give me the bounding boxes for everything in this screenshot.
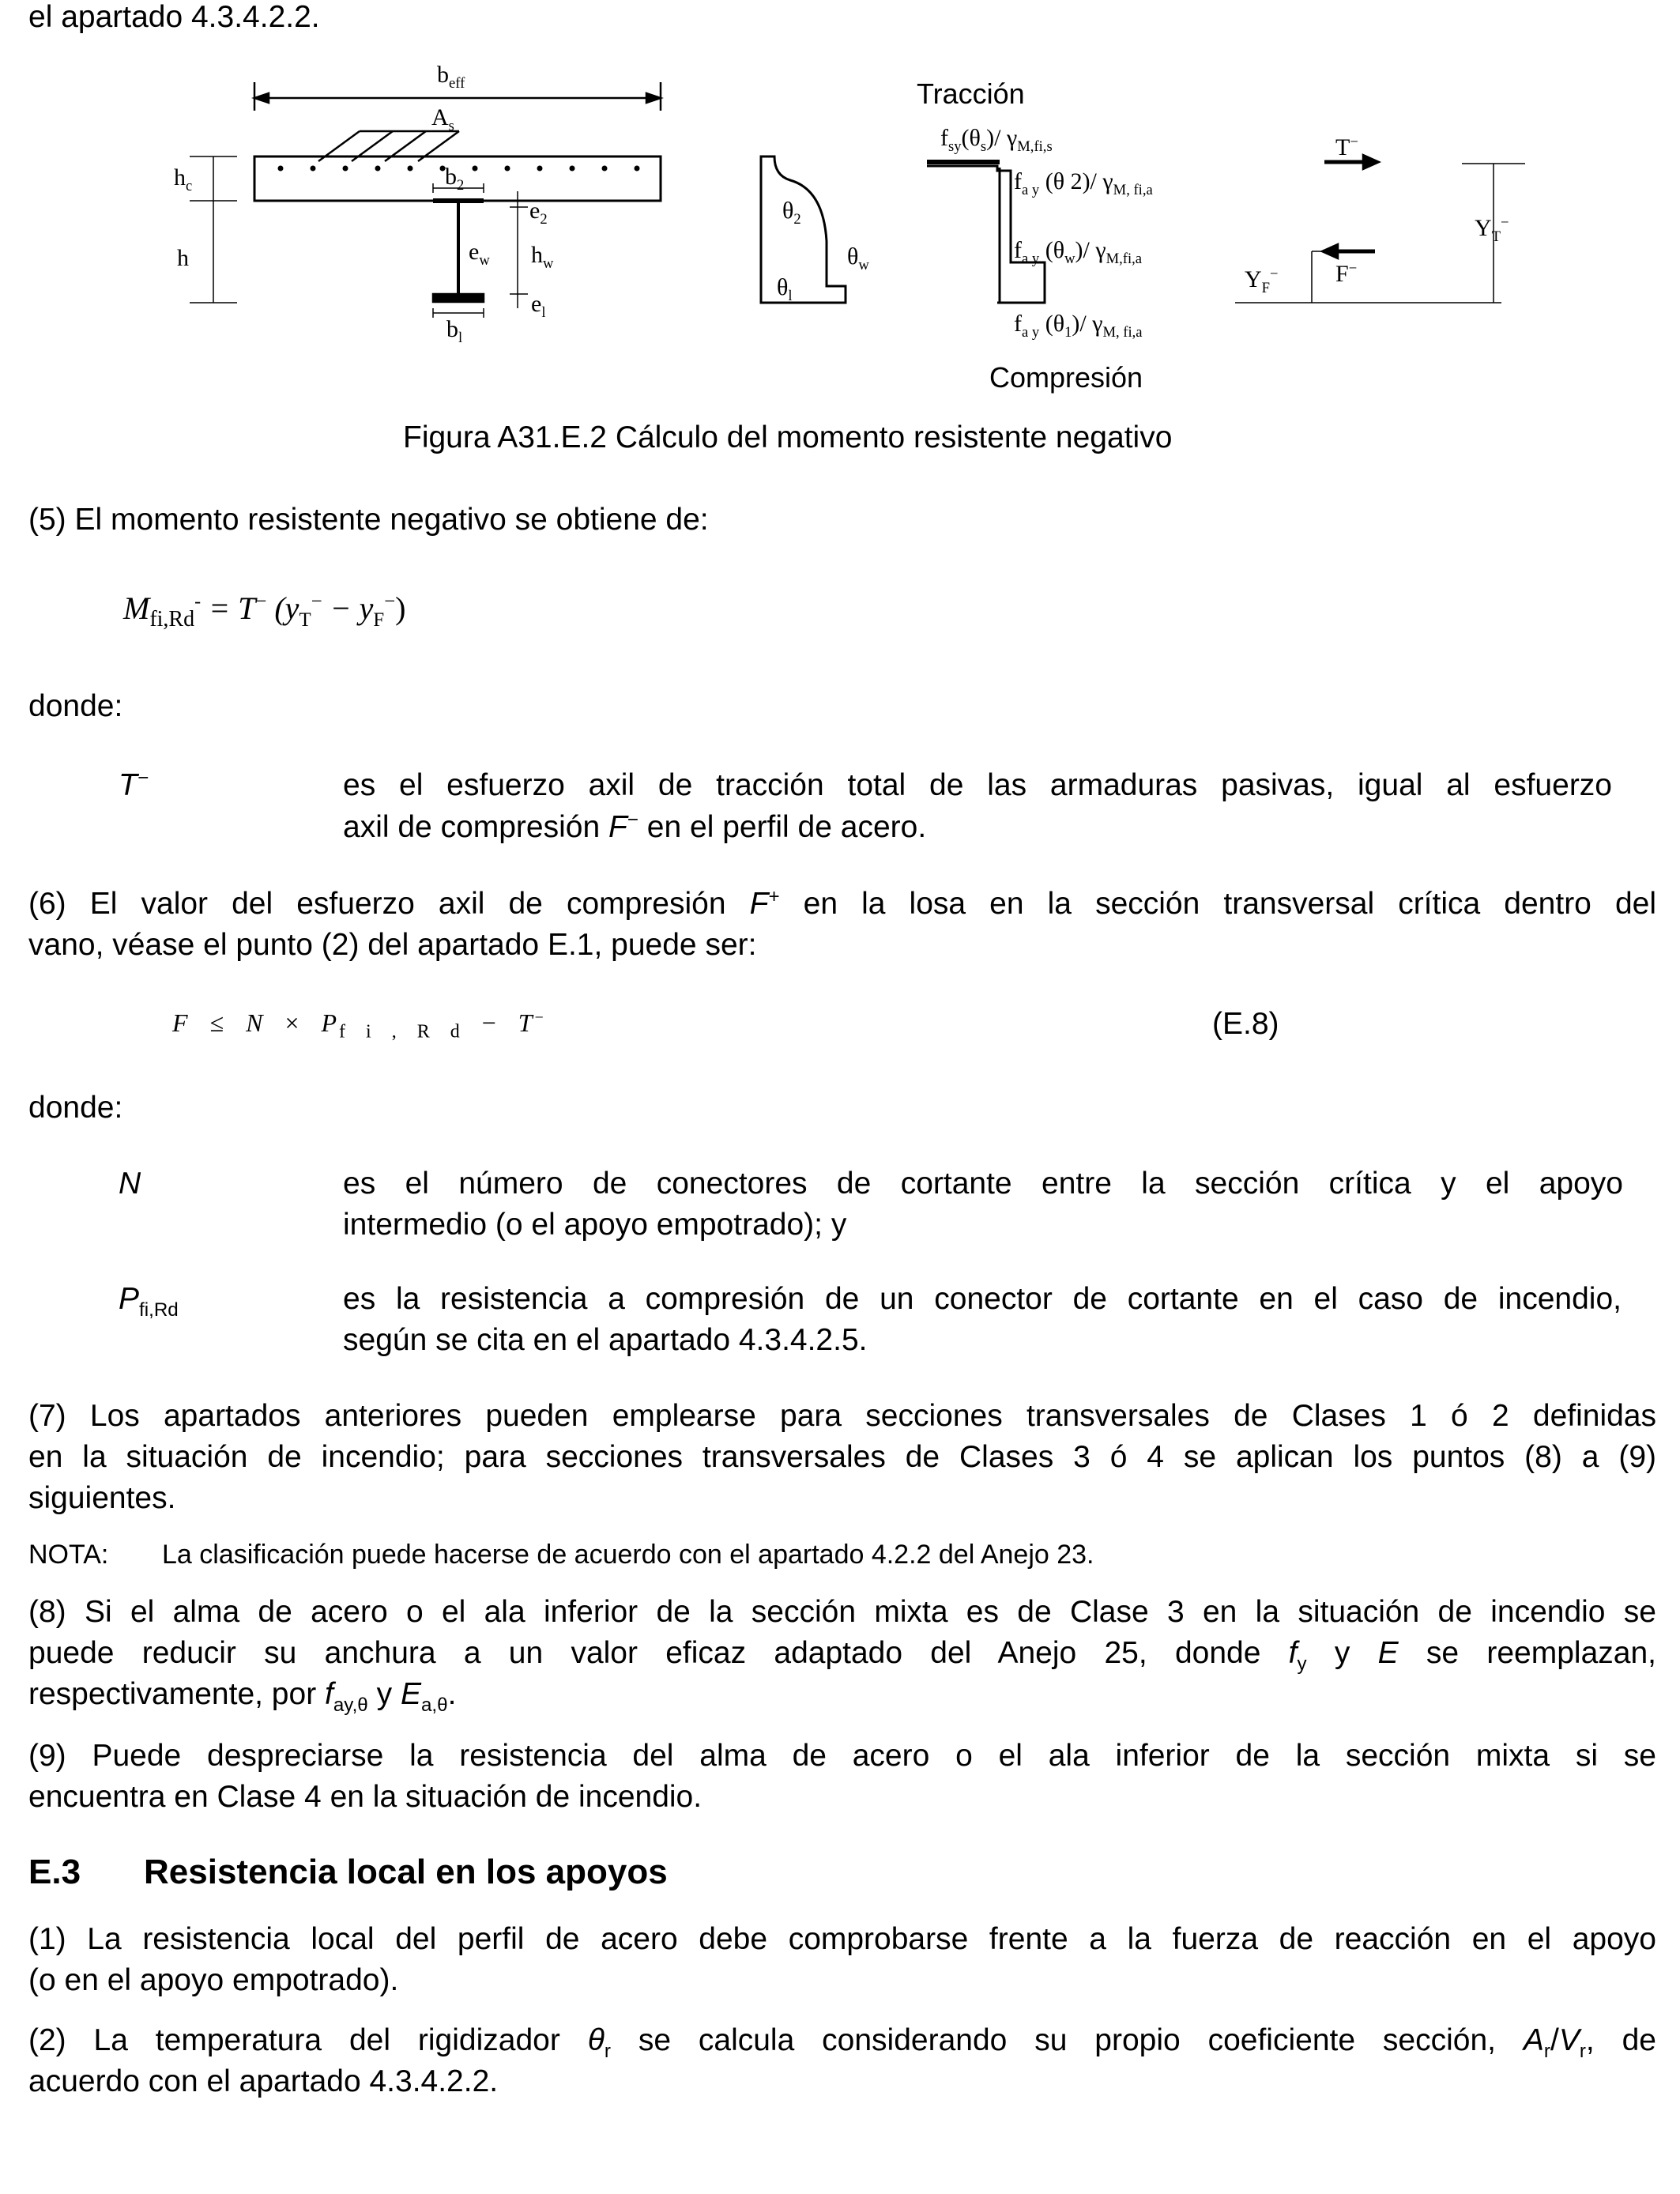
label-theta1: $\theta_l$ xyxy=(777,274,793,304)
label-thetaw: $\theta_w$ xyxy=(847,243,869,273)
figure-drawing xyxy=(0,0,1680,411)
temperature-profile xyxy=(761,156,846,303)
figure-a31-e2 xyxy=(0,0,1680,411)
def-t-text-line-1: es el esfuerzo axil de tracción total de las armaduras pasivas, igual al esfuerzo xyxy=(343,768,1612,802)
label-fsy: $f_{sy}(\theta_s)/$ $\gamma_{M,fi,s}$ xyxy=(940,125,1053,155)
section-number: E.3 xyxy=(28,1853,81,1891)
label-as: $A_s$ xyxy=(431,104,454,134)
equation-number: (E.8) xyxy=(1212,1007,1279,1041)
paragraph-8-line-1: (8) Si el alma de acero o el ala inferior de la sección mixta es de Clase 3 en la situación de incendio se xyxy=(28,1595,1656,1629)
label-traccion: Tracción xyxy=(917,77,1025,110)
paragraph-7-line-2: en la situación de incendio; para secciones transversales de Clases 3 ó 4 se aplican los puntos (8) a (9) xyxy=(28,1440,1656,1474)
label-fay-thetaw: $f_{a y}$ $(\theta_w)/$ $\gamma_{M,fi,a}$ xyxy=(1014,237,1143,267)
section-paragraph-2-line-2: acuerdo con el apartado 4.3.4.2.2. xyxy=(28,2064,499,2098)
label-theta2: $\theta_2$ xyxy=(782,198,801,228)
arrow-left xyxy=(254,93,269,103)
label-b1: $b_l$ xyxy=(446,316,463,346)
section-paragraph-1-line-1: (1) La resistencia local del perfil de acero debe comprobarse frente a la fuerza de reacción en el apoyo xyxy=(28,1922,1656,1956)
section-title: Resistencia local en los apoyos xyxy=(144,1853,668,1891)
paragraph-8-line-3: respectivamente, por $f_{ay,\theta}$ y $E_{a,\theta}$. xyxy=(28,1677,457,1716)
def-t-symbol: T− xyxy=(119,767,149,802)
label-hw: $h_w$ xyxy=(531,242,554,272)
label-ew: $e_w$ xyxy=(469,239,490,269)
label-t-minus: T− xyxy=(1335,134,1358,160)
def-p-text-line-1: es la resistencia a compresión de un conector de cortante en el caso de incendio, xyxy=(343,1282,1622,1316)
paragraph-6-line-1: (6) El valor del esfuerzo axil de compresión F+ en la losa en la sección transversal crítica dentro del xyxy=(28,886,1656,921)
note-text: La clasificación puede hacerse de acuerdo con el apartado 4.2.2 del Anejo 23. xyxy=(162,1540,1094,1570)
arrow-right xyxy=(646,93,661,103)
label-fay-theta1: $f_{a y}$ $(\theta_1)/$ $\gamma_{M, fi,a}$ xyxy=(1014,311,1143,341)
label-e2: $e_2$ xyxy=(529,198,548,228)
donde-label-1: donde: xyxy=(28,689,123,723)
paragraph-6-line-2: vano, véase el punto (2) del apartado E.1, puede ser: xyxy=(28,928,757,962)
label-beff: $b_{eff}$ xyxy=(437,62,465,92)
label-fay-theta2: $f_{a y}$ (θ 2)/ $\gamma_{M, fi,a}$ xyxy=(1014,168,1153,198)
donde-label-2: donde: xyxy=(28,1091,123,1125)
label-compresion: Compresión xyxy=(989,361,1143,394)
paragraph-5: (5) El momento resistente negativo se obtiene de: xyxy=(28,503,709,537)
paragraph-7-line-3: siguientes. xyxy=(28,1481,176,1515)
section-paragraph-1-line-2: (o en el apoyo empotrado). xyxy=(28,1963,399,1997)
continuation-line: el apartado 4.3.4.2.2. xyxy=(28,0,320,34)
bottom-flange xyxy=(433,294,484,302)
label-b2: $b_2$ xyxy=(445,164,465,194)
label-yf: $Y_F^-$ xyxy=(1245,266,1279,296)
label-hc: $h_c$ xyxy=(174,164,193,194)
label-yt: $Y_T^-$ xyxy=(1475,214,1509,245)
def-n-text-line-1: es el número de conectores de cortante entre la sección crítica y el apoyo xyxy=(343,1167,1623,1201)
equation-moment: $M_{fi,Rd}^- = T^-$ $(y_T^- - y_F^-)$ xyxy=(123,590,406,631)
def-p-symbol: $P_{fi,Rd}$ xyxy=(119,1282,179,1321)
equation-e8: $F \le N \times P_{f i , R d} - T^-$ xyxy=(172,1008,546,1042)
paragraph-9-line-2: encuentra en Clase 4 en la situación de incendio. xyxy=(28,1780,703,1814)
section-paragraph-2-line-1: (2) La temperatura del rigidizador $\theta_r$ se calcula considerando su propio coeficiente sección, $A_r/V_r$, de xyxy=(28,2023,1656,2062)
def-t-text-line-2: axil de compresión F− en el perfil de acero. xyxy=(343,809,927,844)
label-h: h xyxy=(177,245,189,271)
def-n-symbol: N xyxy=(119,1167,141,1201)
paragraph-7-line-1: (7) Los apartados anteriores pueden emplearse para secciones transversales de Clases 1 ó 2 definidas xyxy=(28,1399,1656,1433)
label-f-minus: F− xyxy=(1335,260,1358,287)
paragraph-9-line-1: (9) Puede despreciarse la resistencia del alma de acero o el ala inferior de la sección mixta si se xyxy=(28,1739,1656,1773)
def-p-text-line-2: según se cita en el apartado 4.3.4.2.5. xyxy=(343,1323,868,1357)
label-e1: $e_l$ xyxy=(531,291,546,321)
figure-caption: Figura A31.E.2 Cálculo del momento resistente negativo xyxy=(403,420,1173,454)
def-n-text-line-2: intermedio (o el apoyo empotrado); y xyxy=(343,1208,847,1242)
note-label: NOTA: xyxy=(28,1540,109,1570)
paragraph-8-line-2: puede reducir su anchura a un valor eficaz adaptado del Anejo 25, donde $f_y$ y E se reemplazan, xyxy=(28,1636,1656,1675)
